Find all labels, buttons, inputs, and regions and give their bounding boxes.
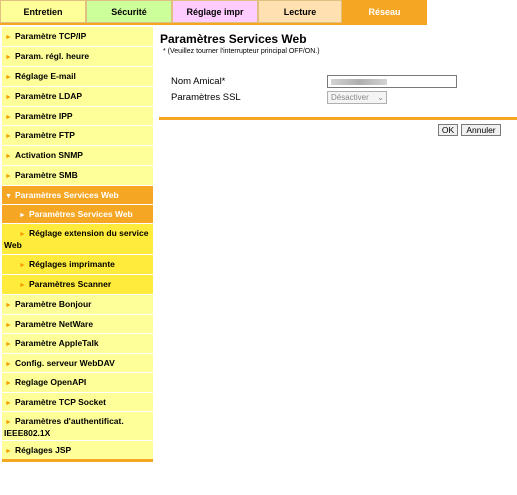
arrow-right-icon: ► [5, 94, 12, 101]
top-tabs [0, 0, 517, 24]
sidebar-item-jsp[interactable]: ► Réglages JSP [2, 441, 153, 461]
ok-button[interactable]: OK [438, 124, 458, 136]
arrow-right-icon: ► [19, 231, 26, 238]
divider [159, 117, 517, 120]
sidebar-item-tcpip[interactable]: ► Paramètre TCP/IP [2, 27, 153, 47]
tab-reseau[interactable]: Réseau [342, 0, 427, 23]
ssl-label: Paramètres SSL [171, 92, 241, 103]
arrow-right-icon: ► [5, 322, 12, 329]
tab-entretien[interactable]: Entretien [0, 0, 86, 23]
chevron-down-icon: ⌄ [377, 93, 384, 102]
arrow-right-icon: ► [5, 133, 12, 140]
arrow-down-icon: ▼ [5, 193, 12, 200]
sidebar-item-openapi[interactable]: ► Reglage OpenAPI [2, 373, 153, 393]
tab-reglage-impr[interactable]: Réglage impr [172, 0, 258, 23]
sidebar-item-services-web[interactable]: ▼ Paramètres Services Web [2, 186, 153, 205]
sidebar-bottom-line [2, 459, 153, 462]
sidebar-item-smb[interactable]: ► Paramètre SMB [2, 166, 153, 186]
sidebar-item-heure[interactable]: ► Param. régl. heure [2, 47, 153, 67]
tab-securite[interactable]: Sécurité [86, 0, 172, 23]
sidebar-item-ipp[interactable]: ► Paramètre IPP [2, 107, 153, 126]
arrow-right-icon: ► [5, 153, 12, 160]
arrow-right-icon: ► [5, 341, 12, 348]
cancel-button[interactable]: Annuler [461, 124, 501, 136]
arrow-right-icon: ► [19, 282, 26, 289]
arrow-right-icon: ► [5, 419, 12, 426]
sidebar-item-webdav[interactable]: ► Config. serveur WebDAV [2, 354, 153, 373]
ssl-select[interactable] [327, 91, 387, 104]
redacted-value [331, 79, 387, 85]
arrow-right-icon: ► [19, 212, 26, 219]
sidebar [2, 27, 153, 461]
arrow-right-icon: ► [5, 114, 12, 121]
sidebar-item-netware[interactable]: ► Paramètre NetWare [2, 315, 153, 334]
sidebar-item-appletalk[interactable]: ► Paramètre AppleTalk [2, 334, 153, 354]
arrow-right-icon: ► [5, 54, 12, 61]
sidebar-item-snmp[interactable]: ► Activation SNMP [2, 146, 153, 166]
sidebar-subitem-services-web[interactable]: ► Paramètres Services Web [2, 205, 153, 224]
tab-lecture[interactable]: Lecture [258, 0, 342, 23]
arrow-right-icon: ► [5, 74, 12, 81]
arrow-right-icon: ► [5, 361, 12, 368]
sidebar-item-tcp-socket[interactable]: ► Paramètre TCP Socket [2, 393, 153, 412]
friendly-name-input[interactable] [327, 75, 457, 88]
sidebar-item-ftp[interactable]: ► Paramètre FTP [2, 126, 153, 146]
sidebar-item-ieee8021x[interactable]: ► Paramètres d'authentificat. IEEE802.1X [2, 412, 153, 441]
arrow-right-icon: ► [19, 262, 26, 269]
tab-underline [0, 23, 427, 25]
sidebar-item-ldap[interactable]: ► Paramètre LDAP [2, 87, 153, 107]
restart-note: * (Veuillez tourner l'interrupteur principal OFF/ON.) [163, 48, 320, 55]
arrow-right-icon: ► [5, 302, 12, 309]
page-title: Paramètres Services Web [160, 32, 307, 46]
friendly-name-label: Nom Amical* [171, 76, 226, 87]
arrow-right-icon: ► [5, 34, 12, 41]
sidebar-subitem-scanner[interactable]: ► Paramètres Scanner [2, 275, 153, 295]
sidebar-item-bonjour[interactable]: ► Paramètre Bonjour [2, 295, 153, 315]
sidebar-item-email[interactable]: ► Réglage E-mail [2, 67, 153, 87]
arrow-right-icon: ► [5, 400, 12, 407]
arrow-right-icon: ► [5, 380, 12, 387]
sidebar-subitem-extension-web[interactable]: ► Réglage extension du service Web [2, 224, 153, 255]
arrow-right-icon: ► [5, 173, 12, 180]
ssl-select-value: Désactiver [331, 93, 369, 102]
arrow-right-icon: ► [5, 448, 12, 455]
sidebar-subitem-imprimante[interactable]: ► Réglages imprimante [2, 255, 153, 275]
